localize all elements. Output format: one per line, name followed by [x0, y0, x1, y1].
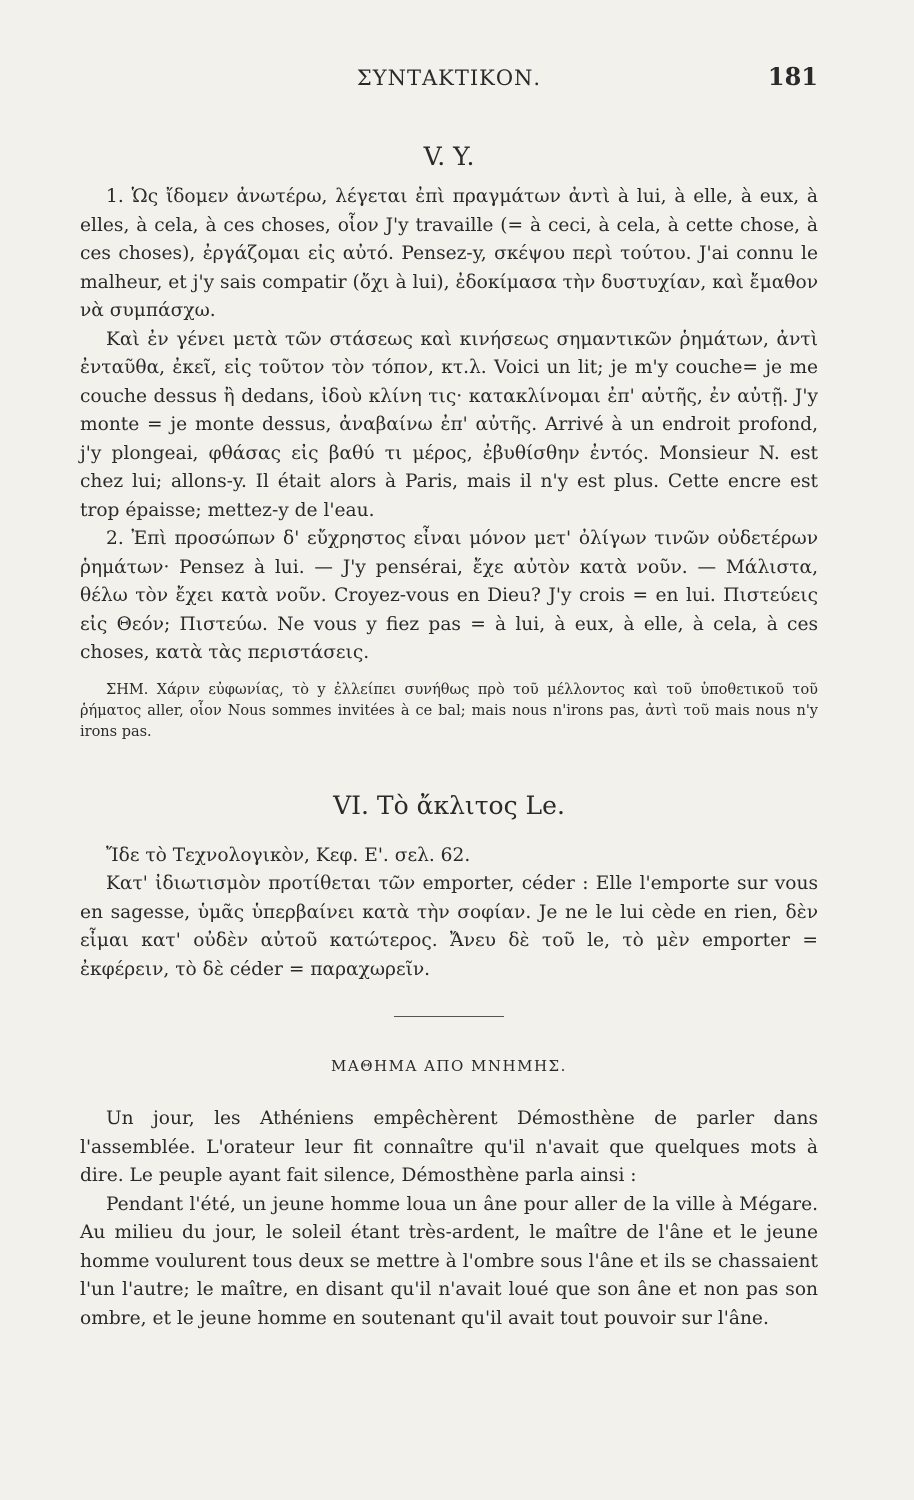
- section-v-paragraph-3: 2. Ἐπὶ προσώπων δ' εὔχρηστος εἶναι μόνον μετ' ὀλίγων τινῶν οὐδετέρων ῥημάτων· Pensez à lui. — J'y pensérai, ἔχε αὐτὸν κατὰ νοῦν. — Μάλιστα, θέλω τὸν ἔχει κατὰ νοῦν. Croyez-vous en Dieu? J'y crois = en lui. Πιστεύεις εἰς Θεόν; Πιστεύω. Ne vous y fiez pas = à lui, à eux, à elle, à cela, à ces choses, κατὰ τὰς περιστάσεις.: [80, 528, 818, 663]
- running-title: ΣΥΝΤΑΚΤΙΚΟΝ.: [356, 66, 542, 90]
- lesson-paragraph-1: Un jour, les Athéniens empêchèrent Démosthène de parler dans l'assemblée. L'orateur leur fit connaître qu'il n'avait que quelques mots à dire. Le peuple ayant fait silence, Démosthène parla ainsi :: [80, 1108, 818, 1186]
- section-vi-paragraph-2: Κατ' ἰδιωτισμὸν προτίθεται τῶν emporter, céder : Elle l'emporte sur vous en sagesse, ὑμᾶς ὑπερβαίνει κατὰ τὴν σοφίαν. Je ne le lui cède en rien, δὲν εἶμαι κατ' οὐδὲν αὐτοῦ κατώτερος. Ἄνευ δὲ τοῦ le, τὸ μὲν emporter = ἐκφέρειν, τὸ δὲ céder = παραχωρεῖν.: [80, 873, 818, 980]
- divider-rule: [394, 1016, 504, 1017]
- lesson-paragraph-2: Pendant l'été, un jeune homme loua un âne pour aller de la ville à Mégare. Au milieu du jour, le soleil étant très-ardent, le maître de l'âne et le jeune homme voulurent tous deux se mettre à l'ombre sous l'âne et ils se chassaient l'un l'autre; le maître, en disant qu'il n'avait loué que son âne et non pas son ombre, et le jeune homme en soutenant qu'il avait tout pouvoir sur l'âne.: [80, 1193, 818, 1329]
- section-vi-heading: VI. Τὸ ἄκλιτος Le.: [333, 790, 565, 820]
- lesson-title: ΜΑΘΗΜΑ ΑΠΟ ΜΝΗΜΗΣ.: [331, 1057, 567, 1075]
- section-vi-paragraph-1: Ἴδε τὸ Τεχνολογικὸν, Κεφ. Ε'. σελ. 62.: [106, 844, 471, 866]
- running-head: [80, 58, 818, 98]
- section-v-note: ΣΗΜ. Χάριν εὐφωνίας, τὸ y ἐλλείπει συνήθως πρὸ τοῦ μέλλοντος καὶ τοῦ ὑποθετικοῦ τοῦ ῥήματος aller, οἷον Nous sommes invitées à ce bal; mais nous n'irons pas, ἀντὶ τοῦ mais nous n'y irons pas.: [80, 681, 818, 740]
- section-v-paragraph-2: Καὶ ἐν γένει μετὰ τῶν στάσεως καὶ κινήσεως σημαντικῶν ῥημάτων, ἀντὶ ἐνταῦθα, ἐκεῖ, εἰς τοῦτον τὸν τόπον, κτ.λ. Voici un lit; je m'y couche= je me couche dessus ἢ dedans, ἰδοὺ κλίνη τις· κατακλίνομαι ἐπ' αὐτῆς, ἐν αὐτῇ. J'y monte = je monte dessus, ἀναβαίνω ἐπ' αὐτῆς. Arrivé à un endroit profond, j'y plongeai, φθάσας εἰς βαθύ τι μέρος, ἐβυθίσθην ἐντός. Monsieur N. est chez lui; allons-y. Il était alors à Paris, mais il n'y est plus. Cette encre est trop épaisse; mettez-y de l'eau.: [80, 328, 818, 521]
- page-number: 181: [767, 62, 818, 91]
- section-v-heading: V. Y.: [423, 142, 475, 171]
- section-v-paragraph-1: 1. Ὡς ἴδομεν ἀνωτέρω, λέγεται ἐπὶ πραγμάτων ἀντὶ à lui, à elle, à eux, à elles, à cela, à ces choses, οἷον J'y travaille (= à ceci, à cela, à cette chose, à ces choses), ἐργάζομαι εἰς αὐτό. Pensez-y, σκέψου περὶ τούτου. J'ai connu le malheur, et j'y sais compatir (ὄχι à lui), ἐδοκίμασα τὴν δυστυχίαν, καὶ ἔμαθον νὰ συμπάσχω.: [80, 186, 818, 321]
